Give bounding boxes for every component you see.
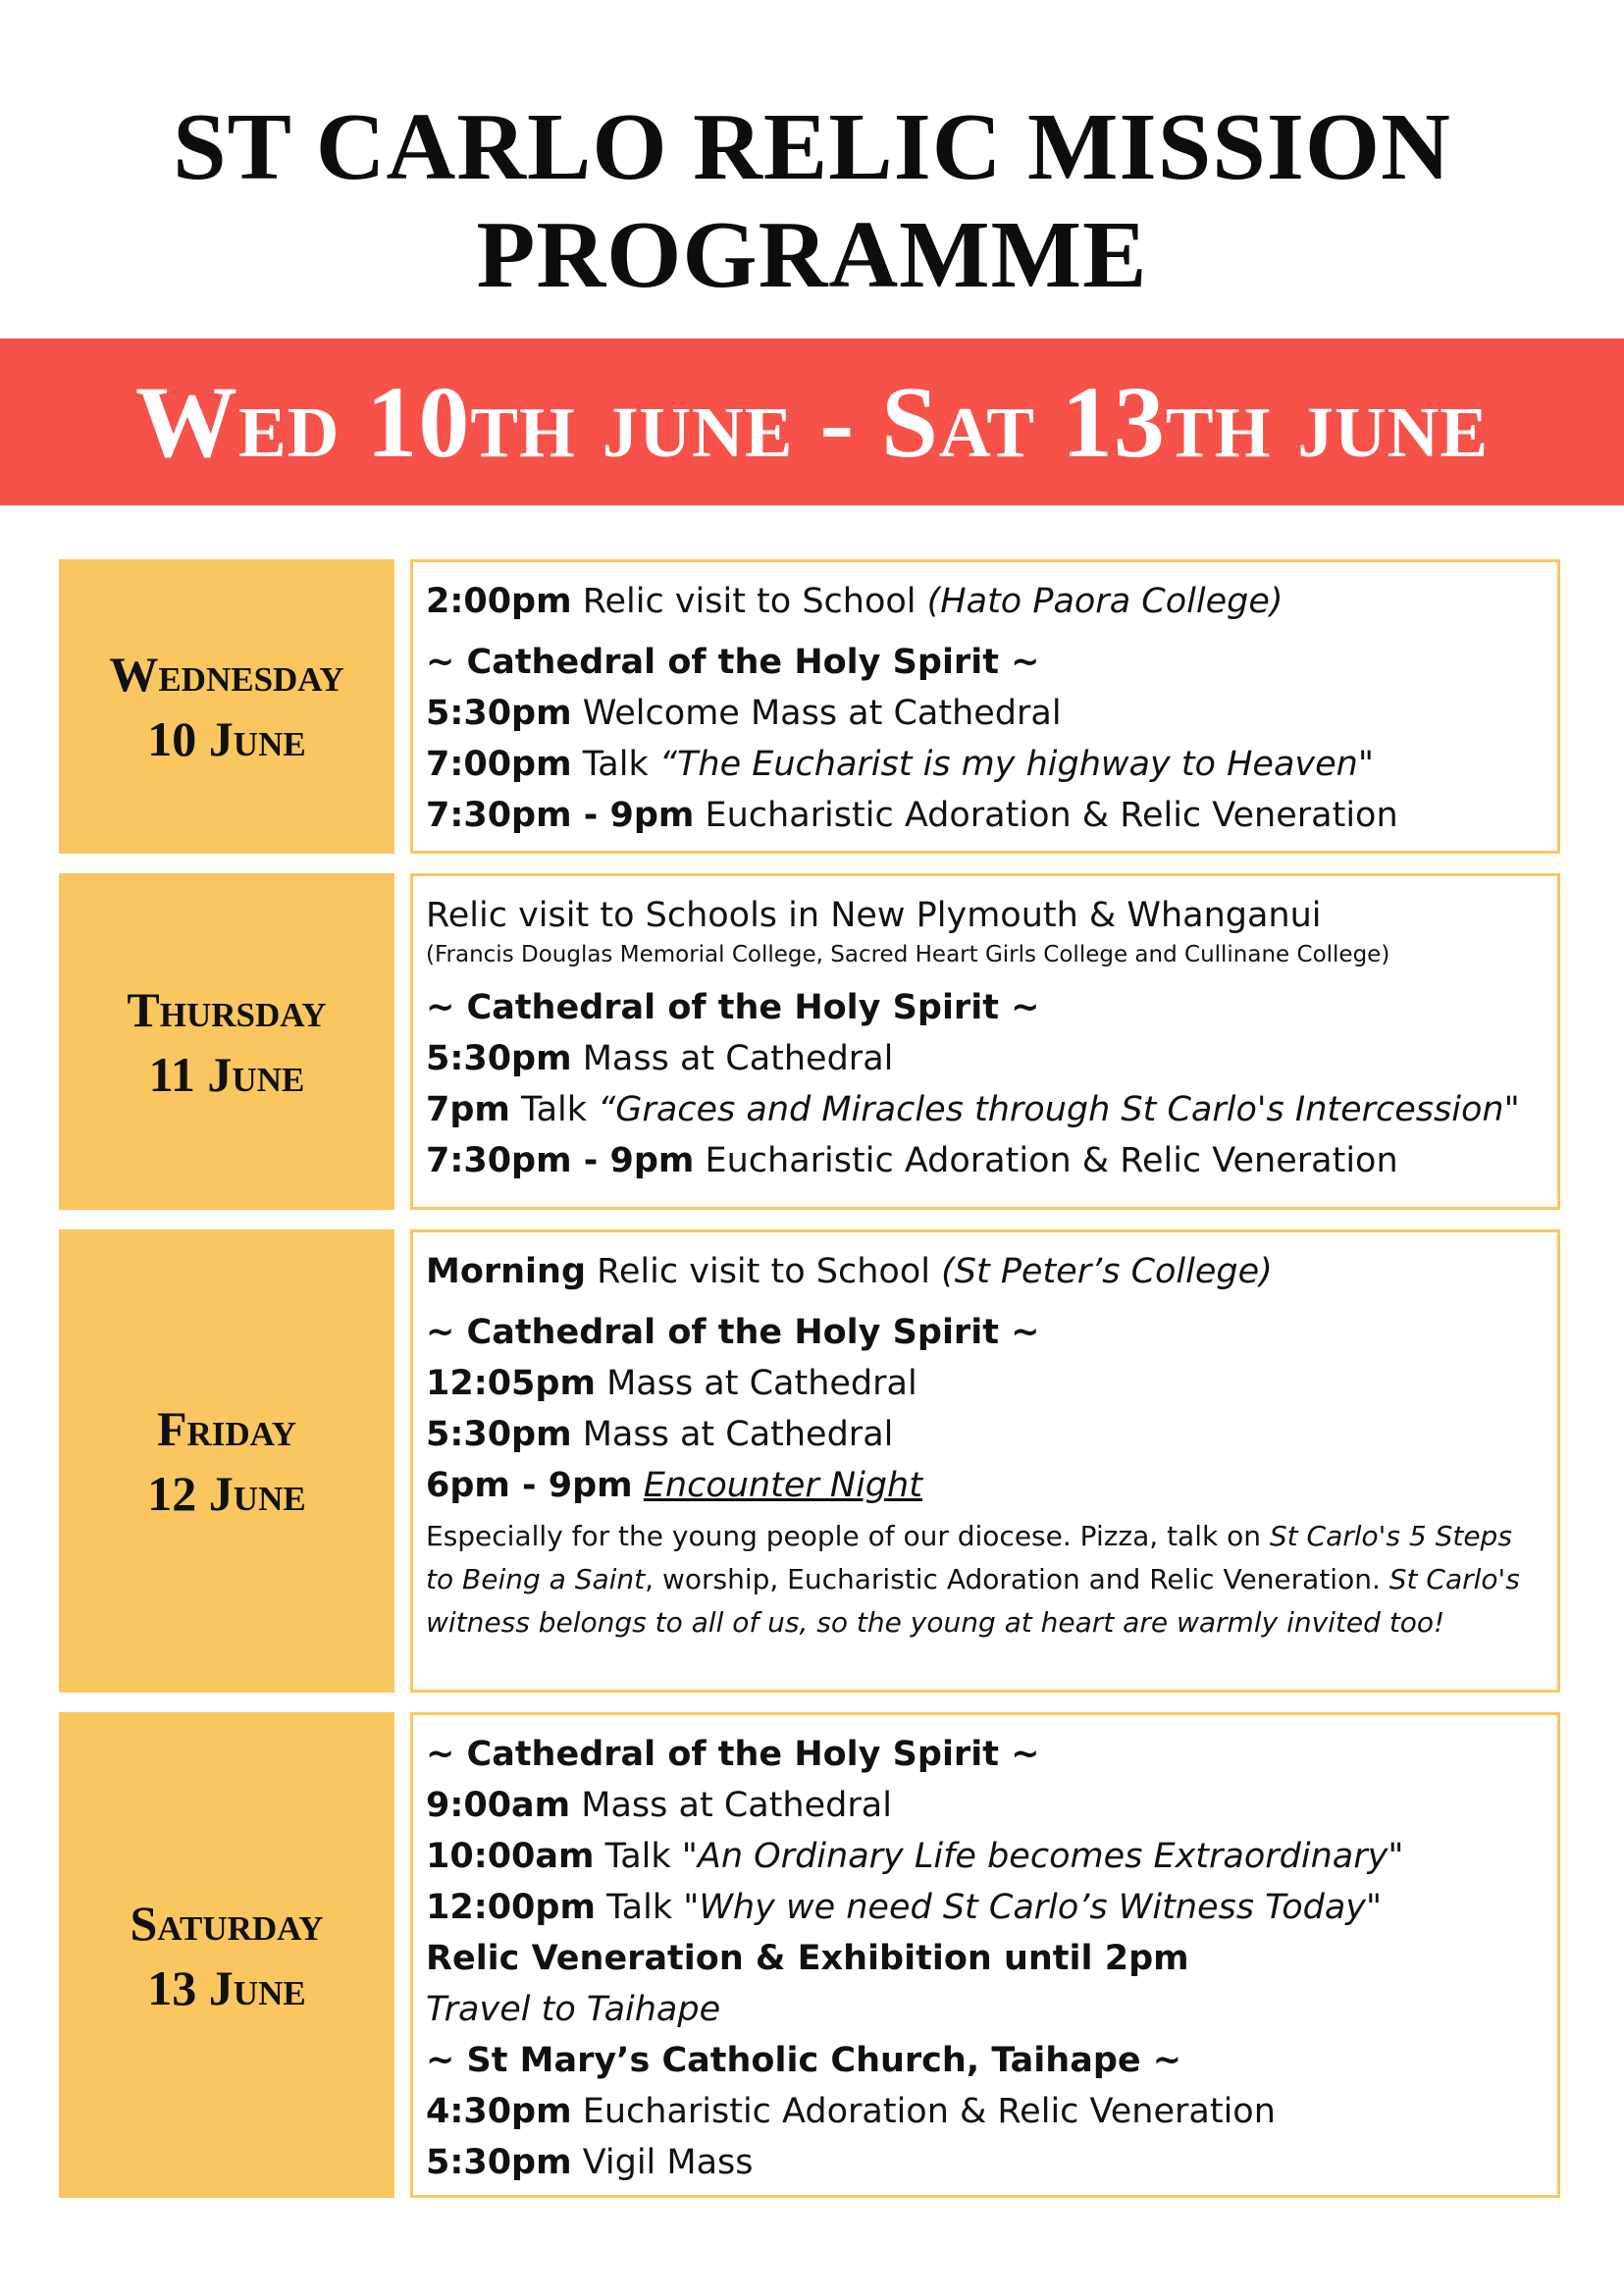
event-line: 12:05pm Mass at Cathedral [426, 1364, 917, 1403]
schedule-wednesday [410, 559, 1560, 854]
event-line: 7pm Talk “Graces and Miracles through St Carlo's Intercession" [426, 1090, 1520, 1129]
venue-line: ~ Cathedral of the Holy Spirit ~ [426, 1735, 1040, 1774]
schools-note: (Francis Douglas Memorial College, Sacred Heart Girls College and Cullinane College) [426, 942, 1390, 967]
date-banner [0, 339, 1624, 505]
event-line: 6pm - 9pm Encounter Night [426, 1466, 922, 1505]
event-line: 7:00pm Talk “The Eucharist is my highway to Heaven" [426, 745, 1374, 784]
event-line: 4:30pm Eucharistic Adoration & Relic Veneration [426, 2092, 1276, 2131]
event-line: Relic Veneration & Exhibition until 2pm [426, 1939, 1189, 1978]
title-line-2: PROGRAMME [476, 202, 1148, 308]
day-date: 10 June [147, 711, 306, 766]
event-line: Relic visit to Schools in New Plymouth & Whanganui [426, 896, 1322, 935]
event-line: 10:00am Talk "An Ordinary Life becomes Extraordinary" [426, 1837, 1404, 1876]
event-line: 12:00pm Talk "Why we need St Carlo’s Witness Today" [426, 1888, 1383, 1927]
day-name: Wednesday [109, 647, 344, 702]
day-label-friday [59, 1229, 394, 1693]
schedule-thursday [410, 873, 1560, 1210]
event-line: Morning Relic visit to School (St Peter’s College) [426, 1252, 1273, 1291]
day-label-wednesday [59, 559, 394, 854]
page-title [0, 93, 1624, 309]
venue-line: ~ Cathedral of the Holy Spirit ~ [426, 643, 1040, 682]
travel-line: Travel to Taihape [426, 1990, 721, 2029]
date-range: Wed 10th june - Sat 13th june [134, 365, 1490, 479]
event-line: 7:30pm - 9pm Eucharistic Adoration & Relic Veneration [426, 1141, 1398, 1180]
day-date: 11 June [148, 1046, 305, 1102]
event-line: 5:30pm Mass at Cathedral [426, 1415, 894, 1454]
event-line: 9:00am Mass at Cathedral [426, 1786, 892, 1825]
venue-line: ~ Cathedral of the Holy Spirit ~ [426, 988, 1040, 1027]
title-line-1: ST CARLO RELIC MISSION [173, 94, 1451, 200]
event-line: 7:30pm - 9pm Eucharistic Adoration & Relic Veneration [426, 796, 1398, 835]
day-name: Thursday [127, 981, 327, 1037]
event-line: 5:30pm Welcome Mass at Cathedral [426, 694, 1062, 733]
event-line: 5:30pm Mass at Cathedral [426, 1039, 894, 1078]
encounter-night-description: Especially for the young people of our diocese. Pizza, talk on St Carlo's 5 Steps to Being a Saint, worship, Eucharistic Adoration and Relic Veneration. St Carlo's witness belongs to all of us, so the young at heart are warmly invited too! [426, 1520, 1520, 1639]
day-date: 13 June [147, 1959, 306, 2015]
event-line: 2:00pm Relic visit to School (Hato Paora College) [426, 582, 1283, 621]
schedule-friday [410, 1229, 1560, 1693]
day-name: Saturday [130, 1895, 324, 1951]
event-line: 5:30pm Vigil Mass [426, 2143, 754, 2182]
day-name: Friday [156, 1401, 297, 1456]
venue-line: ~ St Mary’s Catholic Church, Taihape ~ [426, 2041, 1182, 2080]
day-label-saturday [59, 1712, 394, 2198]
venue-line: ~ Cathedral of the Holy Spirit ~ [426, 1313, 1040, 1352]
day-date: 12 June [147, 1466, 306, 1521]
encounter-night-link: Encounter Night [643, 1466, 922, 1505]
day-label-thursday [59, 873, 394, 1210]
schedule-saturday [410, 1712, 1560, 2198]
